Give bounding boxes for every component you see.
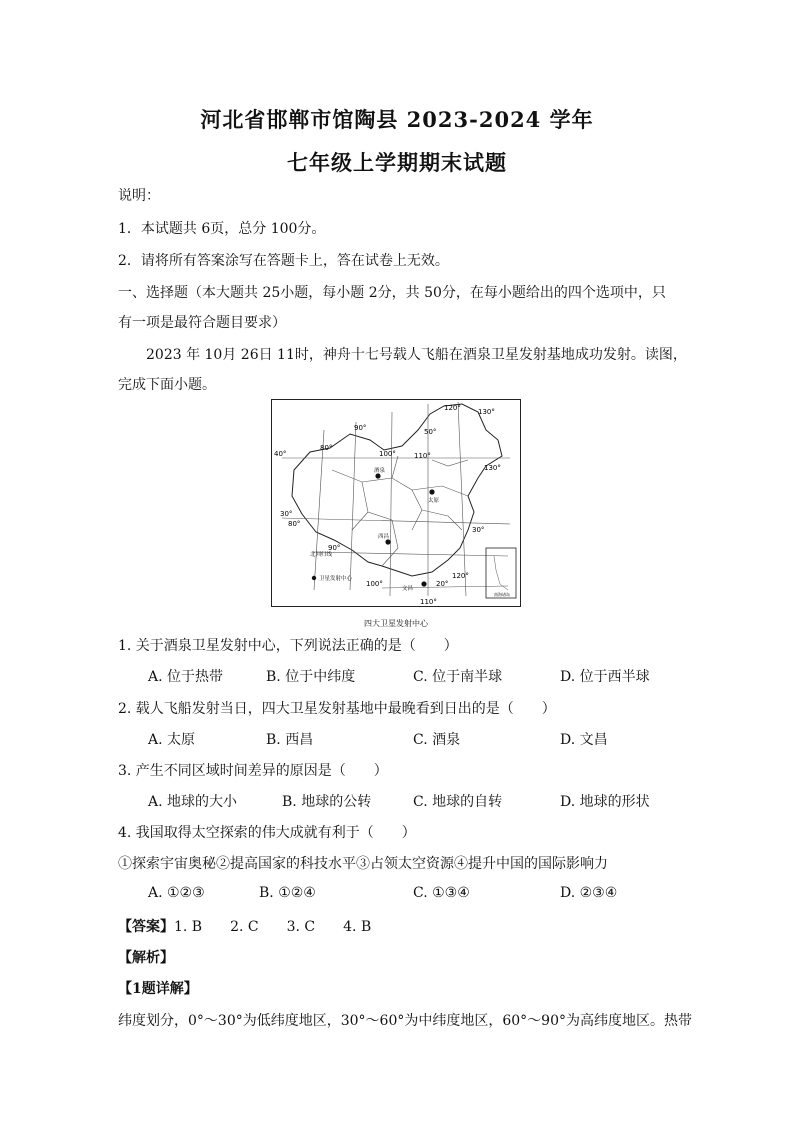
question-2-stem: 2. 载人飞船发射当日，四大卫星发射基地中最晚看到日出的是（ ）	[118, 701, 556, 717]
intro-label: 说明：	[118, 188, 160, 204]
site-marker-wenchang	[421, 581, 426, 586]
q3-option-a: A. 地球的大小	[148, 794, 238, 810]
question-1-stem: 1. 关于酒泉卫星发射中心，下列说法正确的是（ ）	[118, 638, 458, 654]
site-marker-xichang	[385, 539, 390, 544]
site-marker-jiuquan	[375, 473, 380, 478]
tropic-label: 北回归线	[310, 552, 333, 558]
lon-label-130-east: 130°	[484, 464, 501, 472]
site-label-wenchang: 文昌	[402, 586, 414, 592]
lon-label-120: 120°	[444, 404, 461, 412]
q1-option-c: C. 位于南半球	[413, 669, 503, 685]
q4-option-a: A. ①②③	[148, 885, 205, 901]
q2-option-d: D. 文昌	[560, 732, 608, 748]
q1-option-d: D. 位于西半球	[560, 669, 650, 685]
inset-label: 南海诸岛	[494, 592, 510, 597]
lat-label-50: 50°	[424, 428, 437, 436]
china-outline	[292, 404, 502, 576]
lat-label-20: 20°	[436, 580, 449, 588]
site-label-taiyuan: 太原	[428, 498, 440, 504]
answer-label: 【答案】	[118, 919, 174, 935]
lon-label-110-south: 110°	[420, 598, 437, 606]
page-subtitle: 七年级上学期期末试题	[287, 150, 507, 175]
lon-label-80-south: 80°	[288, 520, 301, 528]
lat-label-30-east: 30°	[472, 526, 485, 534]
q4-option-b: B. ①②④	[259, 885, 316, 901]
site-label-xichang: 西昌	[378, 534, 390, 540]
lon-label-110: 110°	[414, 452, 431, 460]
question-4-stem: 4. 我国取得太空探索的伟大成就有利于（ ）	[118, 825, 416, 841]
q4-option-d: D. ②③④	[560, 885, 618, 901]
passage-line-2: 完成下面小题。	[118, 377, 216, 393]
site-label-jiuquan: 酒泉	[374, 468, 386, 474]
map-svg	[272, 400, 520, 606]
section-heading-cont: 有一项是最符合题目要求）	[118, 315, 286, 331]
lon-label-90: 90°	[354, 424, 367, 432]
q3-option-c: C. 地球的自转	[413, 794, 503, 810]
site-marker-taiyuan	[429, 489, 434, 494]
q1-option-b: B. 位于中纬度	[266, 669, 356, 685]
q1-option-a: A. 位于热带	[148, 669, 224, 685]
passage-line-1: 2023 年 10月 26日 11时，神舟十七号载人飞船在酒泉卫星发射基地成功发射。读图，	[146, 347, 687, 363]
lon-label-100-south: 100°	[366, 580, 383, 588]
q2-option-b: B. 西昌	[266, 732, 314, 748]
china-launch-sites-map	[271, 399, 521, 607]
note-1: 1．本试题共 6页，总分 100分。	[118, 221, 326, 237]
lon-label-80: 80°	[320, 444, 333, 452]
analysis-text: 纬度划分，0°～30°为低纬度地区，30°～60°为中纬度地区，60°～90°为高纬度地区。热带	[118, 1013, 692, 1029]
section-heading: 一、选择题（本大题共 25小题，每小题 2分，共 50分，在每小题给出的四个选项中，只	[118, 285, 666, 301]
analysis-label: 【解析】	[118, 950, 174, 966]
lat-label-40: 40°	[274, 450, 287, 458]
answer-values: 1. B 2. C 3. C 4. B	[174, 919, 372, 935]
detail-label: 【1题详解】	[118, 981, 198, 997]
legend-label: 卫星发射中心	[319, 576, 353, 582]
q3-option-b: B. 地球的公转	[282, 794, 372, 810]
q4-option-c: C. ①③④	[413, 885, 470, 901]
lon-label-120-south: 120°	[452, 572, 469, 580]
q2-option-a: A. 太原	[148, 732, 196, 748]
map-caption: 四大卫星发射中心	[364, 619, 428, 628]
lat-label-30: 30°	[280, 510, 293, 518]
note-2: 2．请将所有答案涂写在答题卡上，答在试卷上无效。	[118, 253, 449, 269]
lon-label-90-south: 90°	[328, 544, 341, 552]
lon-label-100: 100°	[379, 450, 396, 458]
graticule	[282, 402, 510, 596]
question-3-stem: 3. 产生不同区域时间差异的原因是（ ）	[118, 763, 388, 779]
q2-option-c: C. 酒泉	[413, 732, 461, 748]
answer-line	[118, 916, 371, 936]
legend-marker	[312, 576, 316, 580]
q3-option-d: D. 地球的形状	[560, 794, 650, 810]
province-lines	[332, 456, 468, 566]
question-4-statements: ①探索宇宙奥秘②提高国家的科技水平③占领太空资源④提升中国的国际影响力	[118, 856, 608, 872]
page-title: 河北省邯郸市馆陶县 2023-2024 学年	[200, 107, 594, 132]
lon-label-130: 130°	[478, 408, 495, 416]
